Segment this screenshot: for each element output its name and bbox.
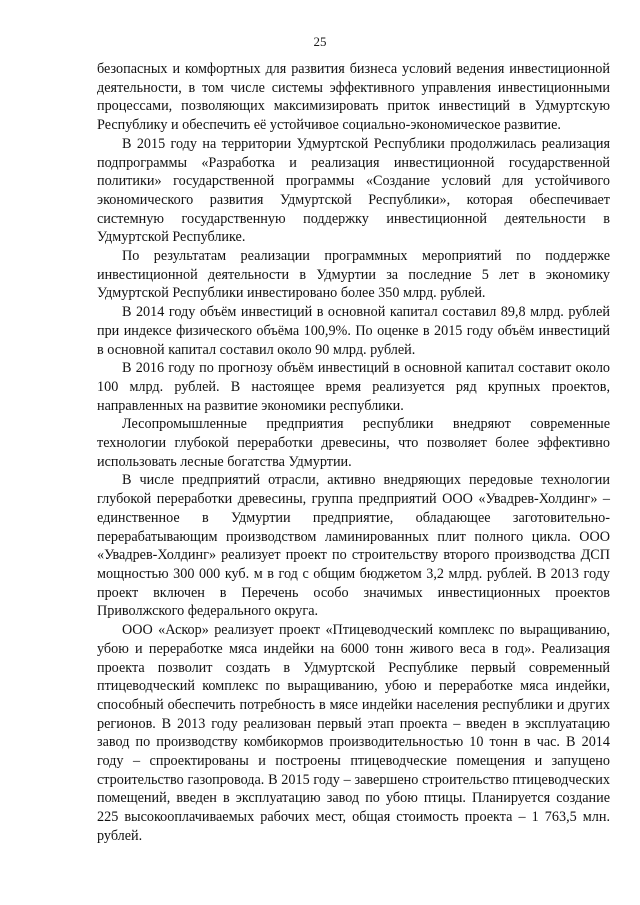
paragraph-timber-industry: Лесопромышленные предприятия республики внедряют современные технологии глубокой переработки древесины, что позволяет более эффективно использовать лесные богатства Удмуртии. <box>97 416 610 470</box>
paragraph-investment-5-years: По результатам реализации программных мероприятий по поддержке инвестиционной деятельности в Удмуртии за последние 5 лет в экономику Удмуртской Республики инвестировано более 350 млрд. рублей. <box>97 248 610 302</box>
paragraph-subprogram-2015: В 2015 году на территории Удмуртской Республики продолжилась реализация подпрограммы «Разработка и реализация инвестиционной государственной политики» государственной программы «Создание условий для устойчивого экономического развития Удмуртской Республики», которая обеспечивает системную государственную поддержку инвестиционной деятельности в Удмуртской Республике. <box>97 135 610 246</box>
paragraph-investment-2014: В 2014 году объём инвестиций в основной капитал составил 89,8 млрд. рублей при индексе физического объёма 100,9%. По оценке в 2015 году объём инвестиций в основной капитал составил около 90 млрд. рублей. <box>97 304 610 358</box>
document-body <box>97 60 610 846</box>
paragraph-uvadrev-holding: В числе предприятий отрасли, активно внедряющих передовые технологии глубокой переработки древесины, группа предприятий ООО «Увадрев-Холдинг» – единственное в Удмуртии предприятие, обладающее заготовительно-перерабатывающим производством ламинированных плит полного цикла. ООО «Увадрев-Холдинг» реализует проект по строительству второго производства ДСП мощностью 300 000 куб. м в год с общим бюджетом 3,2 млрд. рублей. В 2013 году проект включен в Перечень особо значимых инвестиционных проектов Приволжского федерального округа. <box>97 472 610 620</box>
paragraph-forecast-2016: В 2016 году по прогнозу объём инвестиций в основной капитал составит около 100 млрд. рублей. В настоящее время реализуется ряд крупных проектов, направленных на развитие экономики республики. <box>97 360 610 414</box>
paragraph-askor-project: ООО «Аскор» реализует проект «Птицеводческий комплекс по выращиванию, убою и переработке мяса индейки на 6000 тонн живого веса в год». Реализация проекта позволит создать в Удмуртской Республике первый современный птицеводческий комплекс по выращиванию, убою и переработке мяса индейки, способный обеспечить потребность в мясе индейки населения республики и других регионов. В 2013 году реализован первый этап проекта – введен в эксплуатацию завод по производству комбикормов производительностью 10 тонн в час. В 2014 году – спроектированы и построены птицеводческие помещения и запущено строительство газопровода. В 2015 году – завершено строительство птицеводческих помещений, введен в эксплуатацию завод по убою птицы. Планируется создание 225 высокооплачиваемых рабочих мест, общая стоимость проекта – 1 763,5 млн. рублей. <box>97 622 610 844</box>
paragraph-continuation: безопасных и комфортных для развития бизнеса условий ведения инвестиционной деятельности, в том числе системы эффективного управления инвестиционными процессами, позволяющих максимизировать приток инвестиций в Удмуртскую Республику и обеспечить её устойчивое социально-экономическое развитие. <box>97 61 610 134</box>
page-number: 25 <box>313 34 327 49</box>
